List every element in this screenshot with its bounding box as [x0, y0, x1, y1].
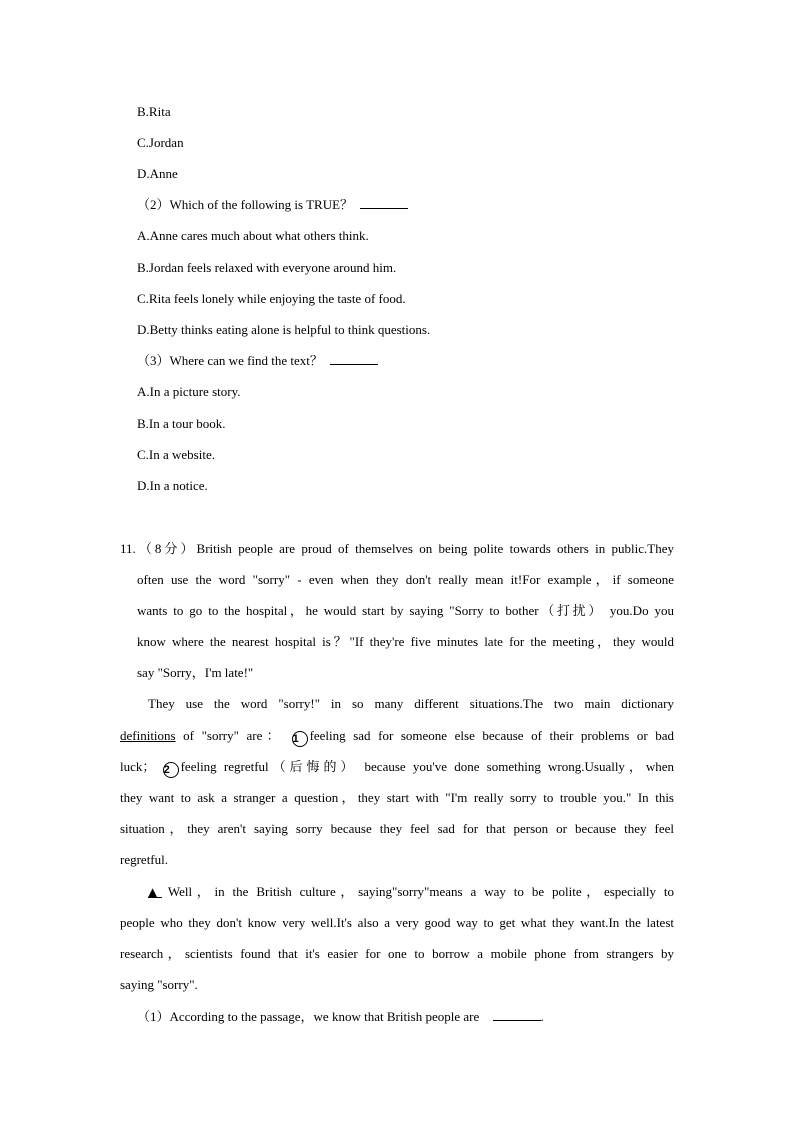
passage-line: wants to go to the hospital，he would start by saying "Sorry to bother（打扰） you.Do you	[137, 603, 674, 618]
passage-line: situation，they aren't saying sorry because they feel sad for that person or because they feel	[120, 821, 674, 836]
underlined-word-definitions: definitions	[120, 728, 176, 743]
question-3-label: （3）Where can we find the text？	[137, 353, 323, 368]
blank-triangle-icon: ▲	[148, 885, 162, 899]
passage-line: people who they don't know very well.It's also a very good way to get what they want.In the latest	[120, 915, 674, 930]
q2-option-a: A.Anne cares much about what others think.	[137, 228, 369, 243]
question-3	[137, 352, 378, 370]
passage-line: often use the word "sorry" - even when they don't really mean it!For example，if someone	[137, 572, 674, 587]
q3-option-c: C.In a website.	[137, 447, 215, 462]
q3-option-d: D.In a notice.	[137, 478, 208, 493]
passage-line: saying "sorry".	[120, 977, 198, 992]
q3-option-b: B.In a tour book.	[137, 416, 226, 431]
option-c-jordan: C.Jordan	[137, 135, 184, 150]
passage-line: they want to ask a stranger a question，they start with "I'm really sorry to trouble you." In this	[120, 790, 674, 805]
passage-line: definitions of "sorry" are： 1 feeling sad for someone else because of their problems or bad	[120, 728, 675, 745]
q11-question-1: （1）According to the passage，we know that British people are .	[137, 1009, 544, 1024]
question-2	[137, 196, 408, 214]
passage-line: They use the word "sorry!" in so many different situations.The two main dictionary	[148, 696, 674, 711]
passage-line: research，scientists found that it's easier for one to borrow a mobile phone from strangers by	[120, 946, 674, 961]
answer-blank-q3[interactable]	[330, 352, 378, 365]
circled-number-1: 1	[292, 731, 308, 747]
question-2-label: （2）Which of the following is TRUE？	[137, 197, 354, 212]
passage-line: know where the nearest hospital is？"If they're five minutes late for the meeting，they would	[137, 634, 674, 649]
passage-line: 11.（8分）British people are proud of themselves on being polite towards others in public.They	[120, 541, 674, 556]
q3-option-a: A.In a picture story.	[137, 384, 241, 399]
option-b-rita: B.Rita	[137, 104, 171, 119]
circled-number-2: 2	[163, 762, 179, 778]
q2-option-d: D.Betty thinks eating alone is helpful to think questions.	[137, 322, 431, 337]
q2-option-b: B.Jordan feels relaxed with everyone around him.	[137, 260, 397, 275]
passage-line: regretful.	[120, 852, 169, 867]
passage-line: say "Sorry，I'm late!"	[137, 665, 254, 680]
answer-blank-q11-1[interactable]	[493, 1008, 541, 1021]
q2-option-c: C.Rita feels lonely while enjoying the taste of food.	[137, 291, 406, 306]
passage-line: luck； 2 feeling regretful（后悔的） because you've done something wrong.Usually，when	[120, 759, 674, 776]
answer-blank-q2[interactable]	[360, 196, 408, 209]
option-d-anne: D.Anne	[137, 166, 178, 181]
passage-line: ▲ Well，in the British culture，saying"sorry"means a way to be polite，especially to	[148, 884, 674, 899]
